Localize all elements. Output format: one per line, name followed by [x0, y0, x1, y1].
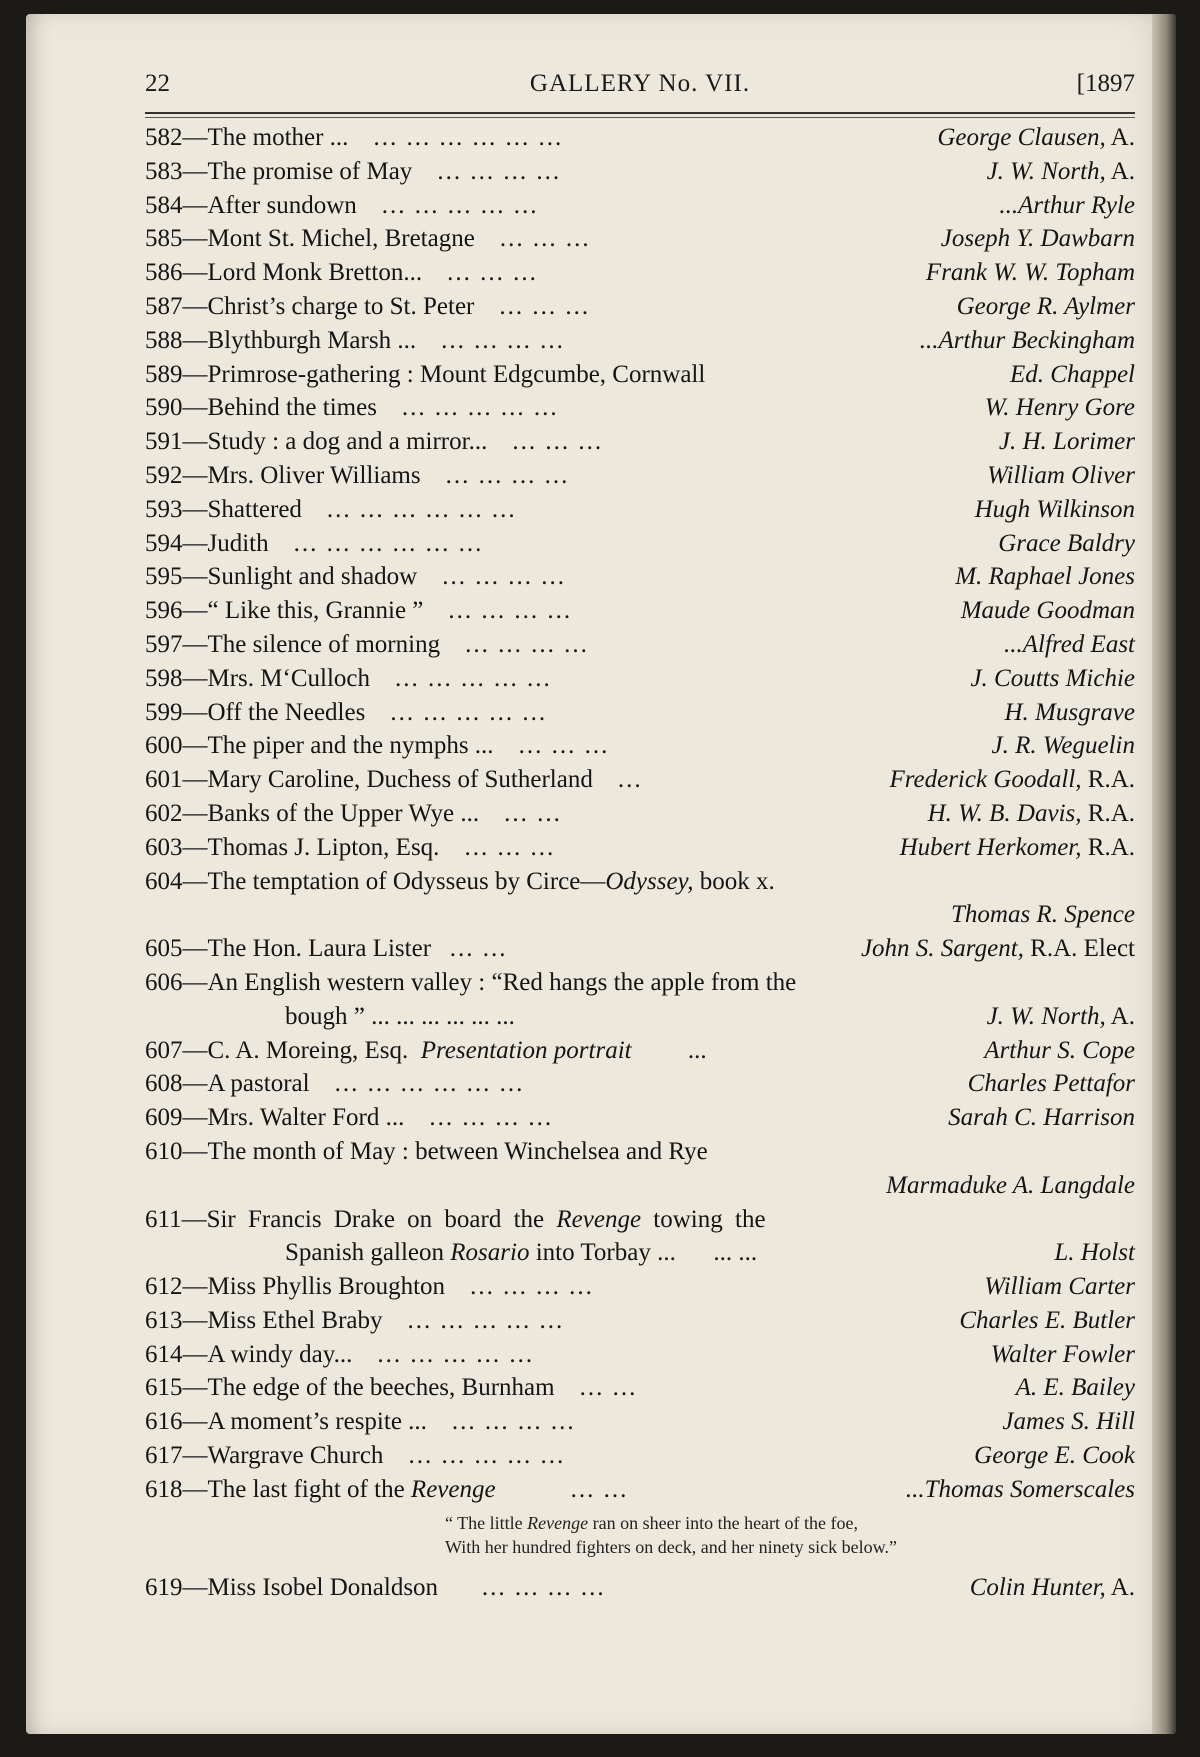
- leader-dots: ... ... ... ...: [465, 630, 589, 658]
- list-item-artist: Marmaduke A. Langdale: [886, 1171, 1135, 1199]
- list-item: [145, 1439, 1135, 1473]
- gallery-title: GALLERY No. VII.: [529, 70, 751, 97]
- entry-title: 613—Miss Ethel Braby: [145, 1306, 383, 1334]
- list-item: [145, 729, 1135, 763]
- entry-title: 582—The mother ...: [145, 124, 349, 151]
- entry-title: 593—Shattered: [145, 495, 302, 523]
- leader-dots: ... ... ...: [447, 259, 538, 287]
- artist-name: J. W. North,: [986, 157, 1106, 185]
- entry-title: 601—Mary Caroline, Duchess of Sutherland: [145, 766, 593, 794]
- artist-name: William Carter: [984, 1273, 1135, 1301]
- list-item: 607—C. A. Moreing, Esq. Presentation portrait ... Arthur S. Cope: [145, 1036, 1135, 1064]
- artist-name: Hubert Herkomer,: [899, 833, 1082, 861]
- artist-name: W. Henry Gore: [984, 394, 1135, 422]
- entry-title: 617—Wargrave Church: [145, 1442, 384, 1470]
- list-item: 610—The month of May : between Winchelsea and Rye: [145, 1137, 708, 1165]
- leader-dots: ... ... ...: [499, 225, 591, 253]
- entry-title: 608—A pastoral: [145, 1070, 310, 1098]
- leader-dots: ... ... ... ... ...: [401, 394, 559, 422]
- artist-suffix: A.: [1105, 157, 1135, 185]
- list-item: [145, 831, 1135, 865]
- artist-name: William Oliver: [987, 461, 1135, 489]
- entry-title: 598—Mrs. M‘Culloch: [145, 664, 370, 692]
- list-item-continued: Spanish galleon Rosario into Torbay ... ... ... L. Holst: [285, 1239, 1135, 1267]
- leader-dots: ... ... ... ...: [437, 157, 562, 185]
- artist-suffix: R.A.: [1081, 799, 1135, 827]
- list-item: [145, 324, 1135, 358]
- list-item: [145, 527, 1135, 561]
- artist-name: Joseph Y. Dawbarn: [940, 225, 1135, 253]
- artist-name: Frederick Goodall,: [889, 766, 1082, 794]
- list-item: [145, 425, 1135, 459]
- artist-name: Hugh Wilkinson: [974, 495, 1135, 523]
- entry-title: 589—Primrose-gathering : Mount Edgcumbe, Cornwall: [145, 360, 706, 388]
- entry-title: 590—Behind the times: [145, 394, 377, 422]
- list-item: [145, 1270, 1135, 1304]
- list-item: 618—The last fight of the Revenge ... ... ...Thomas Somerscales: [145, 1475, 1135, 1503]
- list-item: [145, 189, 1135, 223]
- artist-name: George E. Cook: [974, 1442, 1135, 1470]
- artist-suffix: A.: [1105, 124, 1135, 151]
- list-item: [145, 662, 1135, 696]
- entry-title: 586—Lord Monk Bretton...: [145, 259, 423, 287]
- list-item: [145, 391, 1135, 425]
- list-item: 604—The temptation of Odysseus by Circe—Odyssey, book x.: [145, 867, 775, 895]
- list-item: [145, 222, 1135, 256]
- artist-name: H. Musgrave: [1004, 698, 1135, 726]
- entry-title: 609—Mrs. Walter Ford ...: [145, 1104, 405, 1132]
- list-item: [145, 1371, 1135, 1405]
- leader-dots: ... ... ... ... ...: [407, 1306, 565, 1334]
- artist-name: Charles E. Butler: [959, 1306, 1135, 1334]
- list-item: [145, 1101, 1135, 1135]
- entry-list: [145, 121, 1135, 1604]
- artist-name: M. Raphael Jones: [955, 563, 1135, 591]
- entry-title: 612—Miss Phyllis Broughton: [145, 1273, 446, 1301]
- list-item: [145, 797, 1135, 831]
- artist-name: A. E. Bailey: [1015, 1374, 1135, 1402]
- artist-suffix: R.A.: [1081, 766, 1135, 794]
- artist-name: George R. Aylmer: [956, 292, 1135, 320]
- entry-title: 585—Mont St. Michel, Bretagne: [145, 225, 475, 253]
- entry-title: 602—Banks of the Upper Wye ...: [145, 799, 480, 827]
- list-item-artist: Thomas R. Spence: [951, 901, 1135, 929]
- entry-title: 616—A moment’s respite ...: [145, 1408, 427, 1436]
- list-item: 611—Sir Francis Drake on board the Revenge towing the: [145, 1205, 766, 1233]
- header-rule: [145, 112, 1135, 114]
- leader-dots: ... ... ... ...: [429, 1104, 554, 1132]
- entry-title: 591—Study : a dog and a mirror...: [145, 428, 488, 456]
- leader-dots: ... ...: [579, 1374, 638, 1402]
- entry-title: 597—The silence of morning: [145, 630, 441, 658]
- artist-name: George Clausen,: [937, 124, 1106, 151]
- artist-name: James S. Hill: [1002, 1408, 1135, 1436]
- leader-dots: ... ... ... ... ...: [377, 1340, 535, 1368]
- list-item: [145, 1067, 1135, 1101]
- leader-dots: ... ... ... ... ... ...: [373, 124, 564, 151]
- entry-title: 599—Off the Needles: [145, 698, 366, 726]
- leader-dots: ... ... ... ...: [451, 1408, 576, 1436]
- list-item: [145, 628, 1135, 662]
- artist-name: J. R. Weguelin: [991, 732, 1135, 760]
- list-item: [145, 358, 1135, 392]
- entry-title: 595—Sunlight and shadow: [145, 563, 418, 591]
- leader-dots: ... ... ... ...: [448, 597, 573, 625]
- page-number: 22: [145, 70, 170, 97]
- leader-dots: ... ... ... ... ... ...: [326, 495, 517, 523]
- artist-name: Sarah C. Harrison: [948, 1104, 1135, 1132]
- leader-dots: ... ... ... ... ...: [390, 698, 548, 726]
- list-item: [145, 1405, 1135, 1439]
- leader-dots: ... ... ... ... ...: [408, 1442, 566, 1470]
- leader-dots: ... ... ... ...: [441, 326, 565, 354]
- artist-name: J. Coutts Michie: [970, 664, 1135, 692]
- artist-name: Walter Fowler: [990, 1340, 1135, 1368]
- entry-title: 603—Thomas J. Lipton, Esq.: [145, 833, 440, 861]
- list-item: [145, 155, 1135, 189]
- leader-dots: ... ... ... ... ...: [381, 191, 539, 219]
- leader-dots: ... ... ... ...: [470, 1273, 594, 1301]
- list-item: [145, 290, 1135, 324]
- quote-line: With her hundred fighters on deck, and her ninety sick below.”: [445, 1536, 897, 1557]
- quote-line: “ The little Revenge ran on sheer into the heart of the foe,: [445, 1512, 859, 1533]
- list-item: [145, 696, 1135, 730]
- header-rule-thin: [145, 117, 1135, 118]
- leader-dots: ... ... ...: [518, 732, 610, 760]
- page-header: [145, 70, 1135, 106]
- list-item: [145, 493, 1135, 527]
- artist-name: ...Alfred East: [1003, 630, 1135, 658]
- artist-suffix: R.A.: [1081, 833, 1135, 861]
- list-item: 619—Miss Isobel Donaldson ... ... ... ... Colin Hunter, A.: [145, 1573, 1135, 1601]
- artist-name: H. W. B. Davis,: [927, 799, 1082, 827]
- list-item: [145, 459, 1135, 493]
- list-item: 605—The Hon. Laura Lister ... ... John S. Sargent, R.A. Elect: [145, 935, 1135, 963]
- artist-name: Ed. Chappel: [1010, 360, 1135, 388]
- entry-title: 615—The edge of the beeches, Burnham: [145, 1374, 555, 1402]
- entry-title: 587—Christ’s charge to St. Peter: [145, 292, 475, 320]
- artist-name: Charles Pettafor: [967, 1070, 1135, 1098]
- artist-name: Maude Goodman: [960, 597, 1135, 625]
- leader-dots: ... ...: [504, 799, 562, 827]
- artist-name: J. H. Lorimer: [998, 428, 1135, 456]
- list-item: [145, 121, 1135, 155]
- leader-dots: ... ... ...: [512, 428, 604, 456]
- list-item: 606—An English western valley : “Red hangs the apple from the: [145, 968, 797, 996]
- list-item: [145, 1304, 1135, 1338]
- list-item: [145, 560, 1135, 594]
- entry-title: 592—Mrs. Oliver Williams: [145, 461, 421, 489]
- artist-name: Frank W. W. Topham: [925, 259, 1135, 287]
- year: [1897: [1076, 70, 1135, 97]
- leader-dots: ... ... ... ... ... ...: [293, 529, 484, 557]
- list-item: [145, 1338, 1135, 1372]
- leader-dots: ... ... ...: [464, 833, 556, 861]
- leader-dots: ... ... ... ...: [445, 461, 570, 489]
- entry-title: 583—The promise of May: [145, 157, 413, 185]
- artist-name: ...Arthur Beckingham: [919, 326, 1135, 354]
- artist-name: Grace Baldry: [998, 529, 1135, 557]
- list-item: [145, 256, 1135, 290]
- list-item-continued: bough ” ... ... ... ... ... ... J. W. North, A.: [285, 1002, 1135, 1030]
- entry-title: 614—A windy day...: [145, 1340, 353, 1368]
- leader-dots: ... ... ... ... ...: [395, 664, 552, 692]
- list-item: [145, 763, 1135, 797]
- leader-dots: ... ... ... ...: [442, 563, 566, 591]
- entry-title: 584—After sundown: [145, 191, 357, 219]
- leader-dots: ... ... ... ... ... ...: [334, 1070, 525, 1098]
- entry-title: 594—Judith: [145, 529, 269, 557]
- entry-title: 600—The piper and the nymphs ...: [145, 732, 494, 760]
- list-item: [145, 594, 1135, 628]
- leader-dots: ... ... ...: [499, 292, 591, 320]
- entry-title: 596—“ Like this, Grannie ”: [145, 597, 424, 625]
- entry-title: 588—Blythburgh Marsh ...: [145, 326, 417, 354]
- quotation: [145, 1507, 1135, 1571]
- page-edge: [1152, 14, 1176, 1734]
- leader-dots: ...: [617, 766, 643, 794]
- artist-name: ...Arthur Ryle: [999, 191, 1135, 219]
